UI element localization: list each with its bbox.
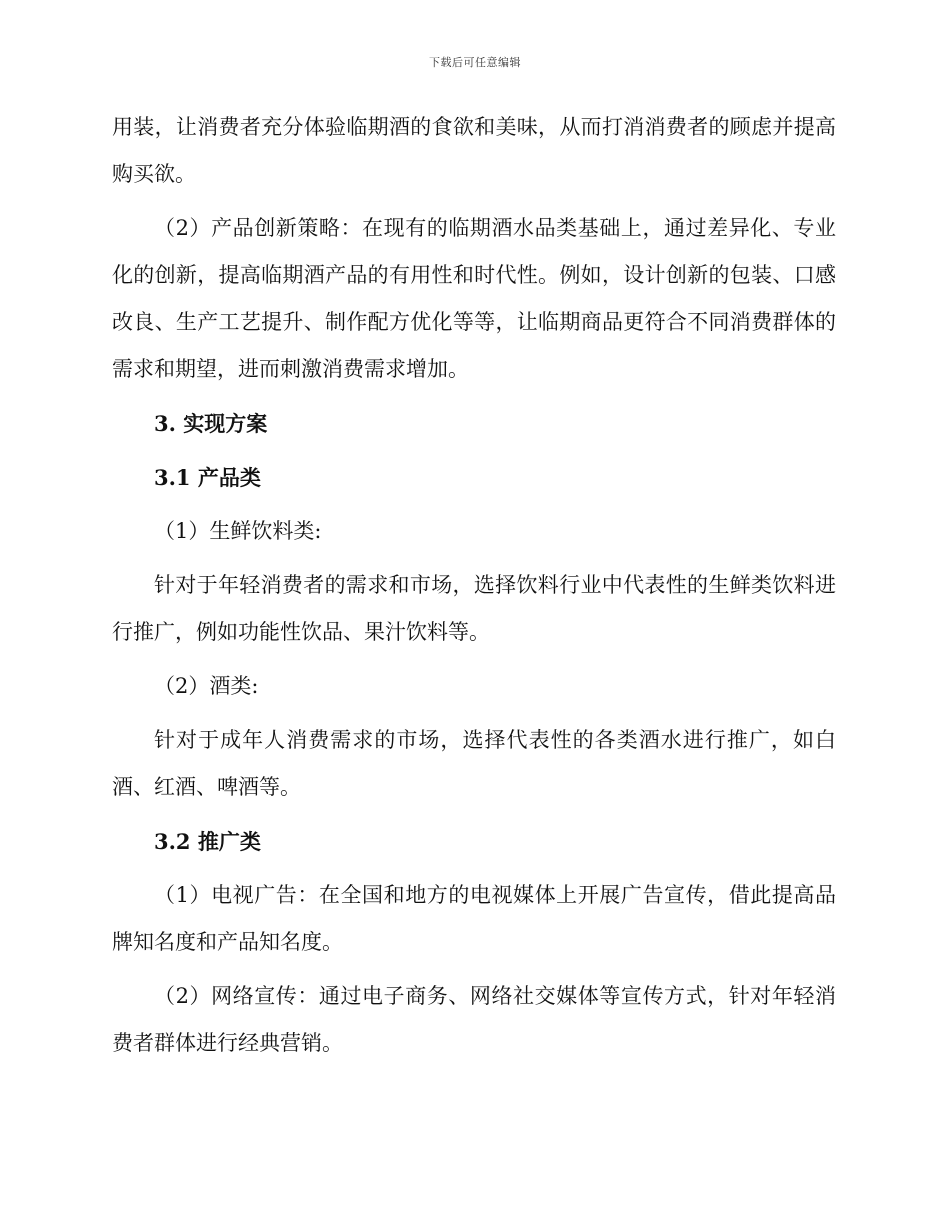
paragraph-wine-label: （2）酒类: <box>154 674 259 698</box>
heading-section-3: 3. 实现方案 <box>154 411 268 436</box>
paragraph-online: （2）网络宣传：通过电子商务、网络社交媒体等宣传方式，针对年轻消费者群体进行经典营销。 <box>112 984 836 1055</box>
paragraph-fresh-drinks: 针对于年轻消费者的需求和市场，选择饮料行业中代表性的生鲜类饮料进行推广，例如功能性饮品、果汁饮料等。 <box>112 573 836 644</box>
heading-section-3-1: 3.1 产品类 <box>154 465 261 490</box>
paragraph-wine: 针对于成年人消费需求的市场，选择代表性的各类酒水进行推广，如白酒、红酒、啤酒等。 <box>112 728 836 799</box>
paragraph-tv-ads: （1）电视广告：在全国和地方的电视媒体上开展广告宣传，借此提高品牌知名度和产品知名度。 <box>112 883 836 954</box>
page-header: 下载后可任意编辑 <box>429 56 521 69</box>
paragraph-intro: 用装，让消费者充分体验临期酒的食欲和美味，从而打消消费者的顾虑并提高购买欲。 <box>112 115 836 186</box>
paragraph-product-innovation: （2）产品创新策略：在现有的临期酒水品类基础上，通过差异化、专业化的创新，提高临期酒产品的有用性和时代性。例如，设计创新的包装、口感改良、生产工艺提升、制作配方优化等等，让临期商品更符合不同消费群体的需求和期望，进而刺激消费需求增加。 <box>112 216 836 381</box>
document-body <box>112 104 836 1074</box>
paragraph-fresh-drinks-label: （1）生鲜饮料类: <box>154 519 322 543</box>
heading-section-3-2: 3.2 推广类 <box>154 829 261 854</box>
